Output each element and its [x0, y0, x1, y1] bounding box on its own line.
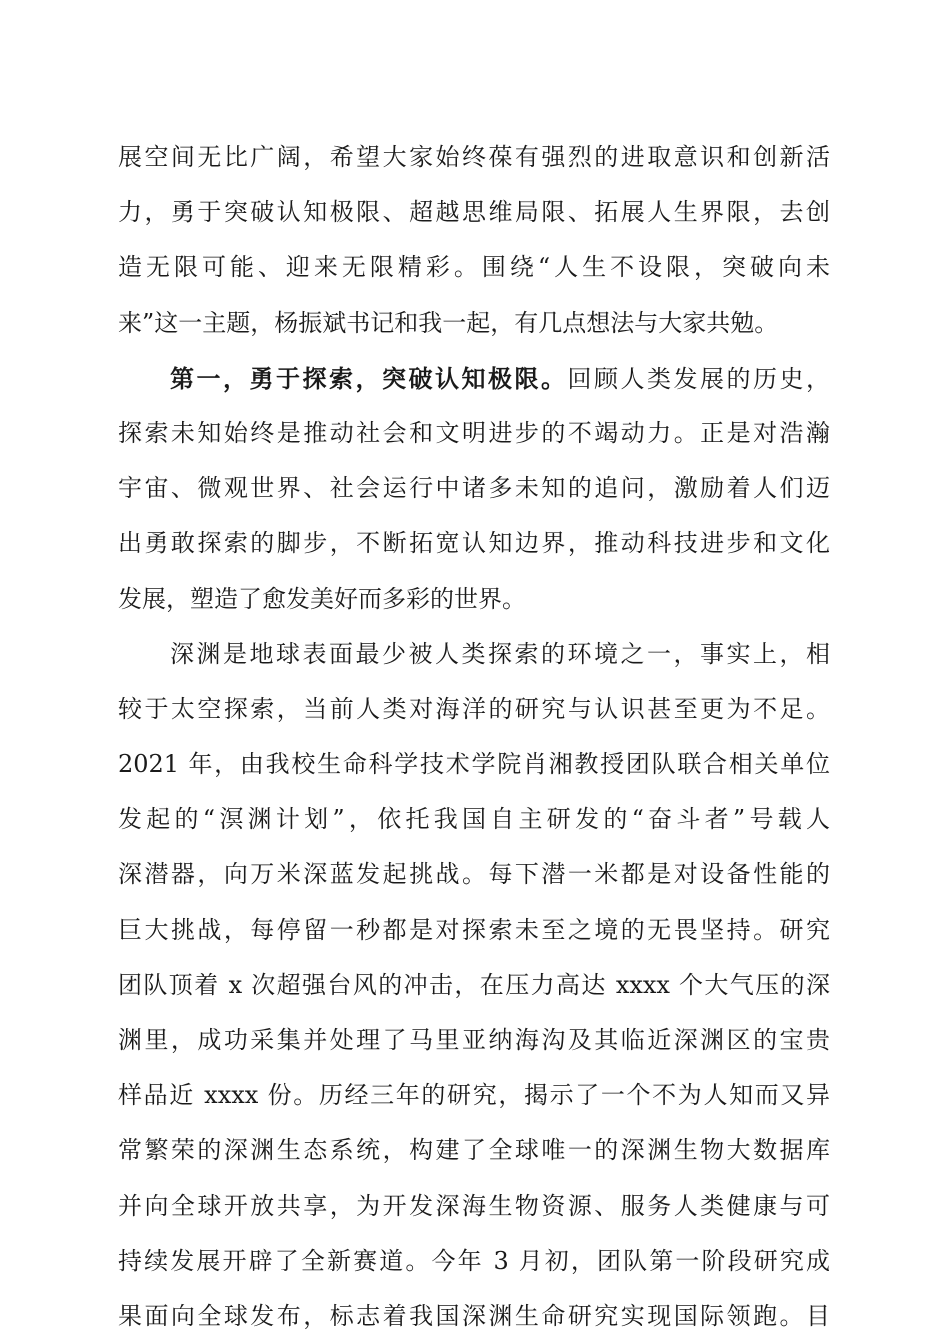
text-line: 力，勇于突破认知极限、超越思维局限、拓展人生界限，去创: [118, 198, 830, 227]
section-heading: 第一，勇于探索，突破认知极限。: [170, 363, 568, 393]
text-line: 展空间无比广阔，希望大家始终葆有强烈的进取意识和创新活: [118, 143, 830, 171]
paragraph-abyss-exploration: [118, 627, 830, 1344]
text-line: 持续发展开辟了全新赛道。今年 3 月初，团队第一阶段研究成: [118, 1246, 830, 1275]
text-line: [118, 351, 830, 406]
paragraph-first-point: [118, 351, 830, 627]
text-line: 发起的“溟渊计划”，依托我国自主研发的“奋斗者”号载人: [118, 805, 830, 834]
text-line: 较于太空探索，当前人类对海洋的研究与认识甚至更为不足。: [118, 694, 830, 723]
text-line: 样品近 xxxx 份。历经三年的研究，揭示了一个不为人知而又异: [118, 1081, 830, 1110]
text-line: 来”这一主题，杨振斌书记和我一起，有几点想法与大家共勉。: [118, 308, 779, 337]
text-line: 常繁荣的深渊生态系统，构建了全球唯一的深渊生物大数据库: [118, 1136, 830, 1165]
text-line: 深渊是地球表面最少被人类探索的环境之一，事实上，相: [170, 639, 830, 668]
text-line: 渊里，成功采集并处理了马里亚纳海沟及其临近深渊区的宝贵: [118, 1026, 830, 1054]
text-line: 出勇敢探索的脚步，不断拓宽认知边界，推动科技进步和文化: [118, 529, 830, 558]
text-line: 团队顶着 x 次超强台风的冲击，在压力高达 xxxx 个大气压的深: [118, 970, 830, 999]
text-line: 2021 年，由我校生命科学技术学院肖湘教授团队联合相关单位: [118, 750, 830, 779]
text-line: 巨大挑战，每停留一秒都是对探索未至之境的无畏坚持。研究: [118, 915, 830, 944]
text-line: 发展，塑造了愈发美好而多彩的世界。: [118, 584, 526, 613]
text-line: 并向全球开放共享，为开发深海生物资源、服务人类健康与可: [118, 1191, 830, 1220]
text-line: 果面向全球发布，标志着我国深渊生命研究实现国际领跑。目: [118, 1301, 830, 1330]
text-line: 宇宙、微观世界、社会运行中诸多未知的追问，激励着人们迈: [118, 474, 830, 503]
text-line: 探索未知始终是推动社会和文明进步的不竭动力。正是对浩瀚: [118, 418, 830, 447]
text-line: 深潜器，向万米深蓝发起挑战。每下潜一米都是对设备性能的: [118, 860, 830, 889]
text-line: 造无限可能、迎来无限精彩。围绕“人生不设限，突破向未: [118, 253, 830, 282]
paragraph-intro: [118, 130, 830, 351]
heading-line-rest: 回顾人类发展的历史，: [567, 364, 830, 393]
document-body: [118, 130, 830, 1344]
